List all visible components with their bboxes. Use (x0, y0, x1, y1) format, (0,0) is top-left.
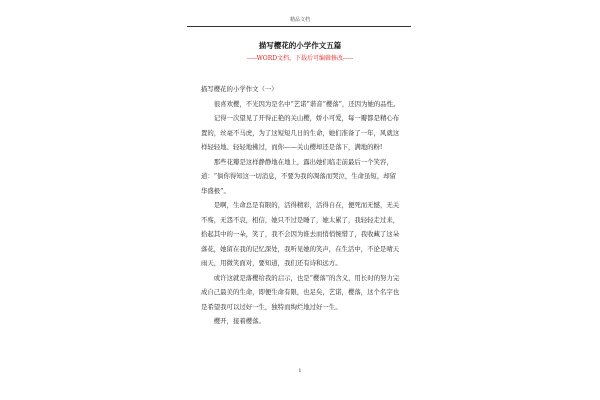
page-number: 1 (298, 368, 302, 374)
paragraph: 那些花瓣是这样静静地在地上，露出她们临走前最后一个笑容，道：“倘你得知这一切消息，不要为我的凋落而哭泣，生命虽短，却留华盛极”。 (201, 157, 396, 195)
download-notice: -----WORD文档，下载后可编辑修改----- (246, 55, 354, 62)
section-heading: 描写樱花的小学作文（一） (201, 85, 278, 93)
paragraph: 很喜欢樱，不光因为是名中“艺诺”谐音“樱落”，还因为她的品性。 (213, 99, 400, 108)
document-body (201, 82, 401, 329)
paragraph: 是啊，生命总是有限的，活得精彩，活得自在，便死而无憾，无关不殇，无怨不哀，相信，她只不过是睡了，她太累了，我轻轻走过来，拾起其中的一朵，笑了，我不会因为谁去而悄悄惋惜了，我收藏了这朵落花，她留在我的记忆深处，我听见她的笑声，在生活中，不论是晴天雨天，用微笑面对，要知道，我们还有诗和远方。 (201, 201, 400, 267)
paragraph: 樱开，接着樱落。 (213, 317, 265, 325)
header-divider (187, 26, 411, 27)
paragraph: 或许这就是落樱给我的启示，也是“樱落”的含义，用长时的努力完成自己最美的生命，即便生命有限，也足矣，艺诺，樱落，这个名字也是希望我可以过好一生，独特而绚烂地过好一生。 (201, 273, 400, 311)
paragraph: 记得一次望见了开得正艳的关山樱，娇小可爱，每一瓣都是精心布置的，丝毫不马虎，为了这短短几日的生命，她们准备了一年，风就这样轻轻地、轻轻地拂过，而你——关山樱却还是落下，满地的粉! (201, 114, 400, 151)
document-title: 描写樱花的小学作文五篇 (258, 41, 342, 50)
header-tag: 精品文档 (289, 17, 310, 23)
